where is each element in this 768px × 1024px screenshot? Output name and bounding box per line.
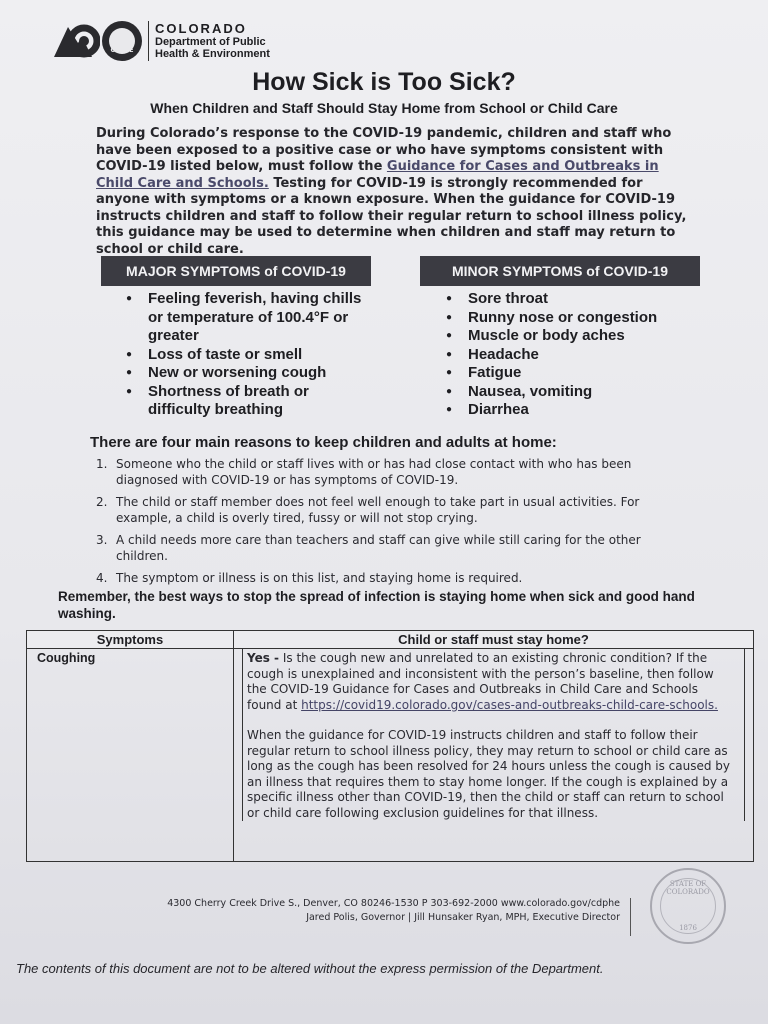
- intro-paragraph: [96, 126, 696, 258]
- department-line-2: Health & Environment: [155, 48, 270, 61]
- item-number: 2.: [96, 495, 108, 509]
- minor-symptoms-heading: MINOR SYMPTOMS of COVID-19: [420, 256, 700, 286]
- footer-address: 4300 Cherry Creek Drive S., Denver, CO 80246-1530 P 303-692-2000 www.colorado.gov/cdphe: [167, 898, 620, 909]
- guidance-url-link[interactable]: https://covid19.colorado.gov/cases-and-outbreaks-child-care-schools.: [301, 697, 718, 712]
- item-text: Someone who the child or staff lives with or has had close contact with who has been diagnosed with COVID-19 or has symptoms of COVID-19.: [116, 457, 632, 487]
- list-item: ● Runny nose or congestion: [446, 309, 706, 328]
- intro-text-1: During Colorado’s response to the COVID-19 pandemic, children and staff who have been exposed to a positive case or who have symptoms consistent with COVID-19 listed below, must follow the: [96, 126, 672, 174]
- reasons-list: [92, 456, 692, 592]
- item-text: The child or staff member does not feel well enough to take part in usual activities. For example, a child is overly tired, fussy or will not stop crying.: [116, 495, 640, 525]
- yes-label: Yes -: [247, 651, 280, 665]
- list-item: ● Diarrhea: [446, 401, 706, 420]
- list-item: [92, 570, 692, 586]
- item-number: 4.: [96, 571, 108, 585]
- answer-box: [242, 649, 745, 821]
- table-row: [27, 649, 754, 862]
- list-item: ● Sore throat: [446, 290, 706, 309]
- state-name: COLORADO: [155, 20, 247, 36]
- cdphe-seal-icon: [102, 21, 142, 61]
- column-header-stay-home: Child or staff must stay home?: [234, 631, 754, 649]
- guidance-link[interactable]: Guidance for Cases and Outbreaks in Child Care and Schools.: [96, 159, 659, 191]
- major-symptoms-list: [126, 290, 366, 420]
- list-item: ● Nausea, vomiting: [446, 383, 706, 402]
- column-header-symptoms: Symptoms: [27, 631, 234, 649]
- colorado-logo-icon: [52, 21, 100, 61]
- list-item: ● New or worsening cough: [126, 364, 366, 383]
- page-title: How Sick is Too Sick?: [252, 68, 516, 96]
- answer-paragraph-2: When the guidance for COVID-19 instructs children and staff to follow their regular return to school illness policy, they may return to school or child care as long as the cough has been resolved for 24 hours unless the cough is caused by an illness that requires them to stay home longer. If the cough is explained by a specific illness other than COVID-19, then the child or staff can return to school or child care following exclusion guidelines for that illness.: [247, 728, 730, 820]
- footer-contact: [150, 897, 620, 925]
- answer-text-1: Is the cough new and unrelated to an existing chronic condition? If the cough is unexplained and inconsistent with the person’s baseline, then follow the COVID-19 Guidance for Cases and Outbreaks in Child Care and Schools found at: [247, 651, 714, 712]
- list-item: ● Fatigue: [446, 364, 706, 383]
- answer-paragraph-1: [247, 651, 732, 713]
- reasons-heading: There are four main reasons to keep children and adults at home:: [90, 434, 557, 451]
- remember-note: Remember, the best ways to stop the spread of infection is staying home when sick and good hand washing.: [58, 589, 695, 621]
- major-symptoms-heading: MAJOR SYMPTOMS of COVID-19: [101, 256, 371, 286]
- state-seal-text: STATE OF COLORADO: [666, 880, 710, 896]
- list-item: ● Feeling feverish, having chills or temperature of 100.4°F or greater: [126, 290, 366, 346]
- list-item: ● Muscle or body aches: [446, 327, 706, 346]
- answer-cell: [234, 649, 754, 862]
- page-subtitle: When Children and Staff Should Stay Home from School or Child Care: [150, 100, 618, 116]
- list-item: ● Loss of taste or smell: [126, 346, 366, 365]
- disclaimer: The contents of this document are not to be altered without the express permission of the Department.: [16, 961, 604, 976]
- item-number: 1.: [96, 457, 108, 471]
- item-number: 3.: [96, 533, 108, 547]
- list-item: [92, 494, 692, 526]
- item-text: The symptom or illness is on this list, and staying home is required.: [116, 571, 523, 585]
- list-item: ● Headache: [446, 346, 706, 365]
- symptom-cell: Coughing: [27, 649, 234, 862]
- header: [52, 18, 270, 64]
- footer-divider: [630, 898, 631, 936]
- minor-symptoms-list: [446, 290, 706, 420]
- state-seal-icon: [650, 868, 726, 944]
- list-item: ● Shortness of breath or difficulty breathing: [126, 383, 366, 420]
- header-divider: [148, 21, 149, 61]
- list-item: [92, 456, 692, 488]
- header-text: [155, 22, 270, 60]
- seal-label: CDPHE: [110, 47, 134, 54]
- list-item: [92, 532, 692, 564]
- item-text: A child needs more care than teachers and staff can give while still caring for the other children.: [116, 533, 641, 563]
- state-seal-year: 1876: [679, 924, 697, 932]
- footer-officials: Jared Polis, Governor | Jill Hunsaker Ryan, MPH, Executive Director: [306, 912, 620, 923]
- table-header-row: [27, 631, 754, 649]
- intro-text-2: Testing for COVID-19 is strongly recommended for anyone with symptoms or a known exposure. When the guidance for COVID-19 instructs children and staff to follow their regular return to school illness policy, this guidance may be used to determine when children and staff may return to school or child care.: [96, 175, 687, 257]
- department-line-1: Department of Public: [155, 36, 266, 49]
- symptoms-table: [26, 630, 754, 862]
